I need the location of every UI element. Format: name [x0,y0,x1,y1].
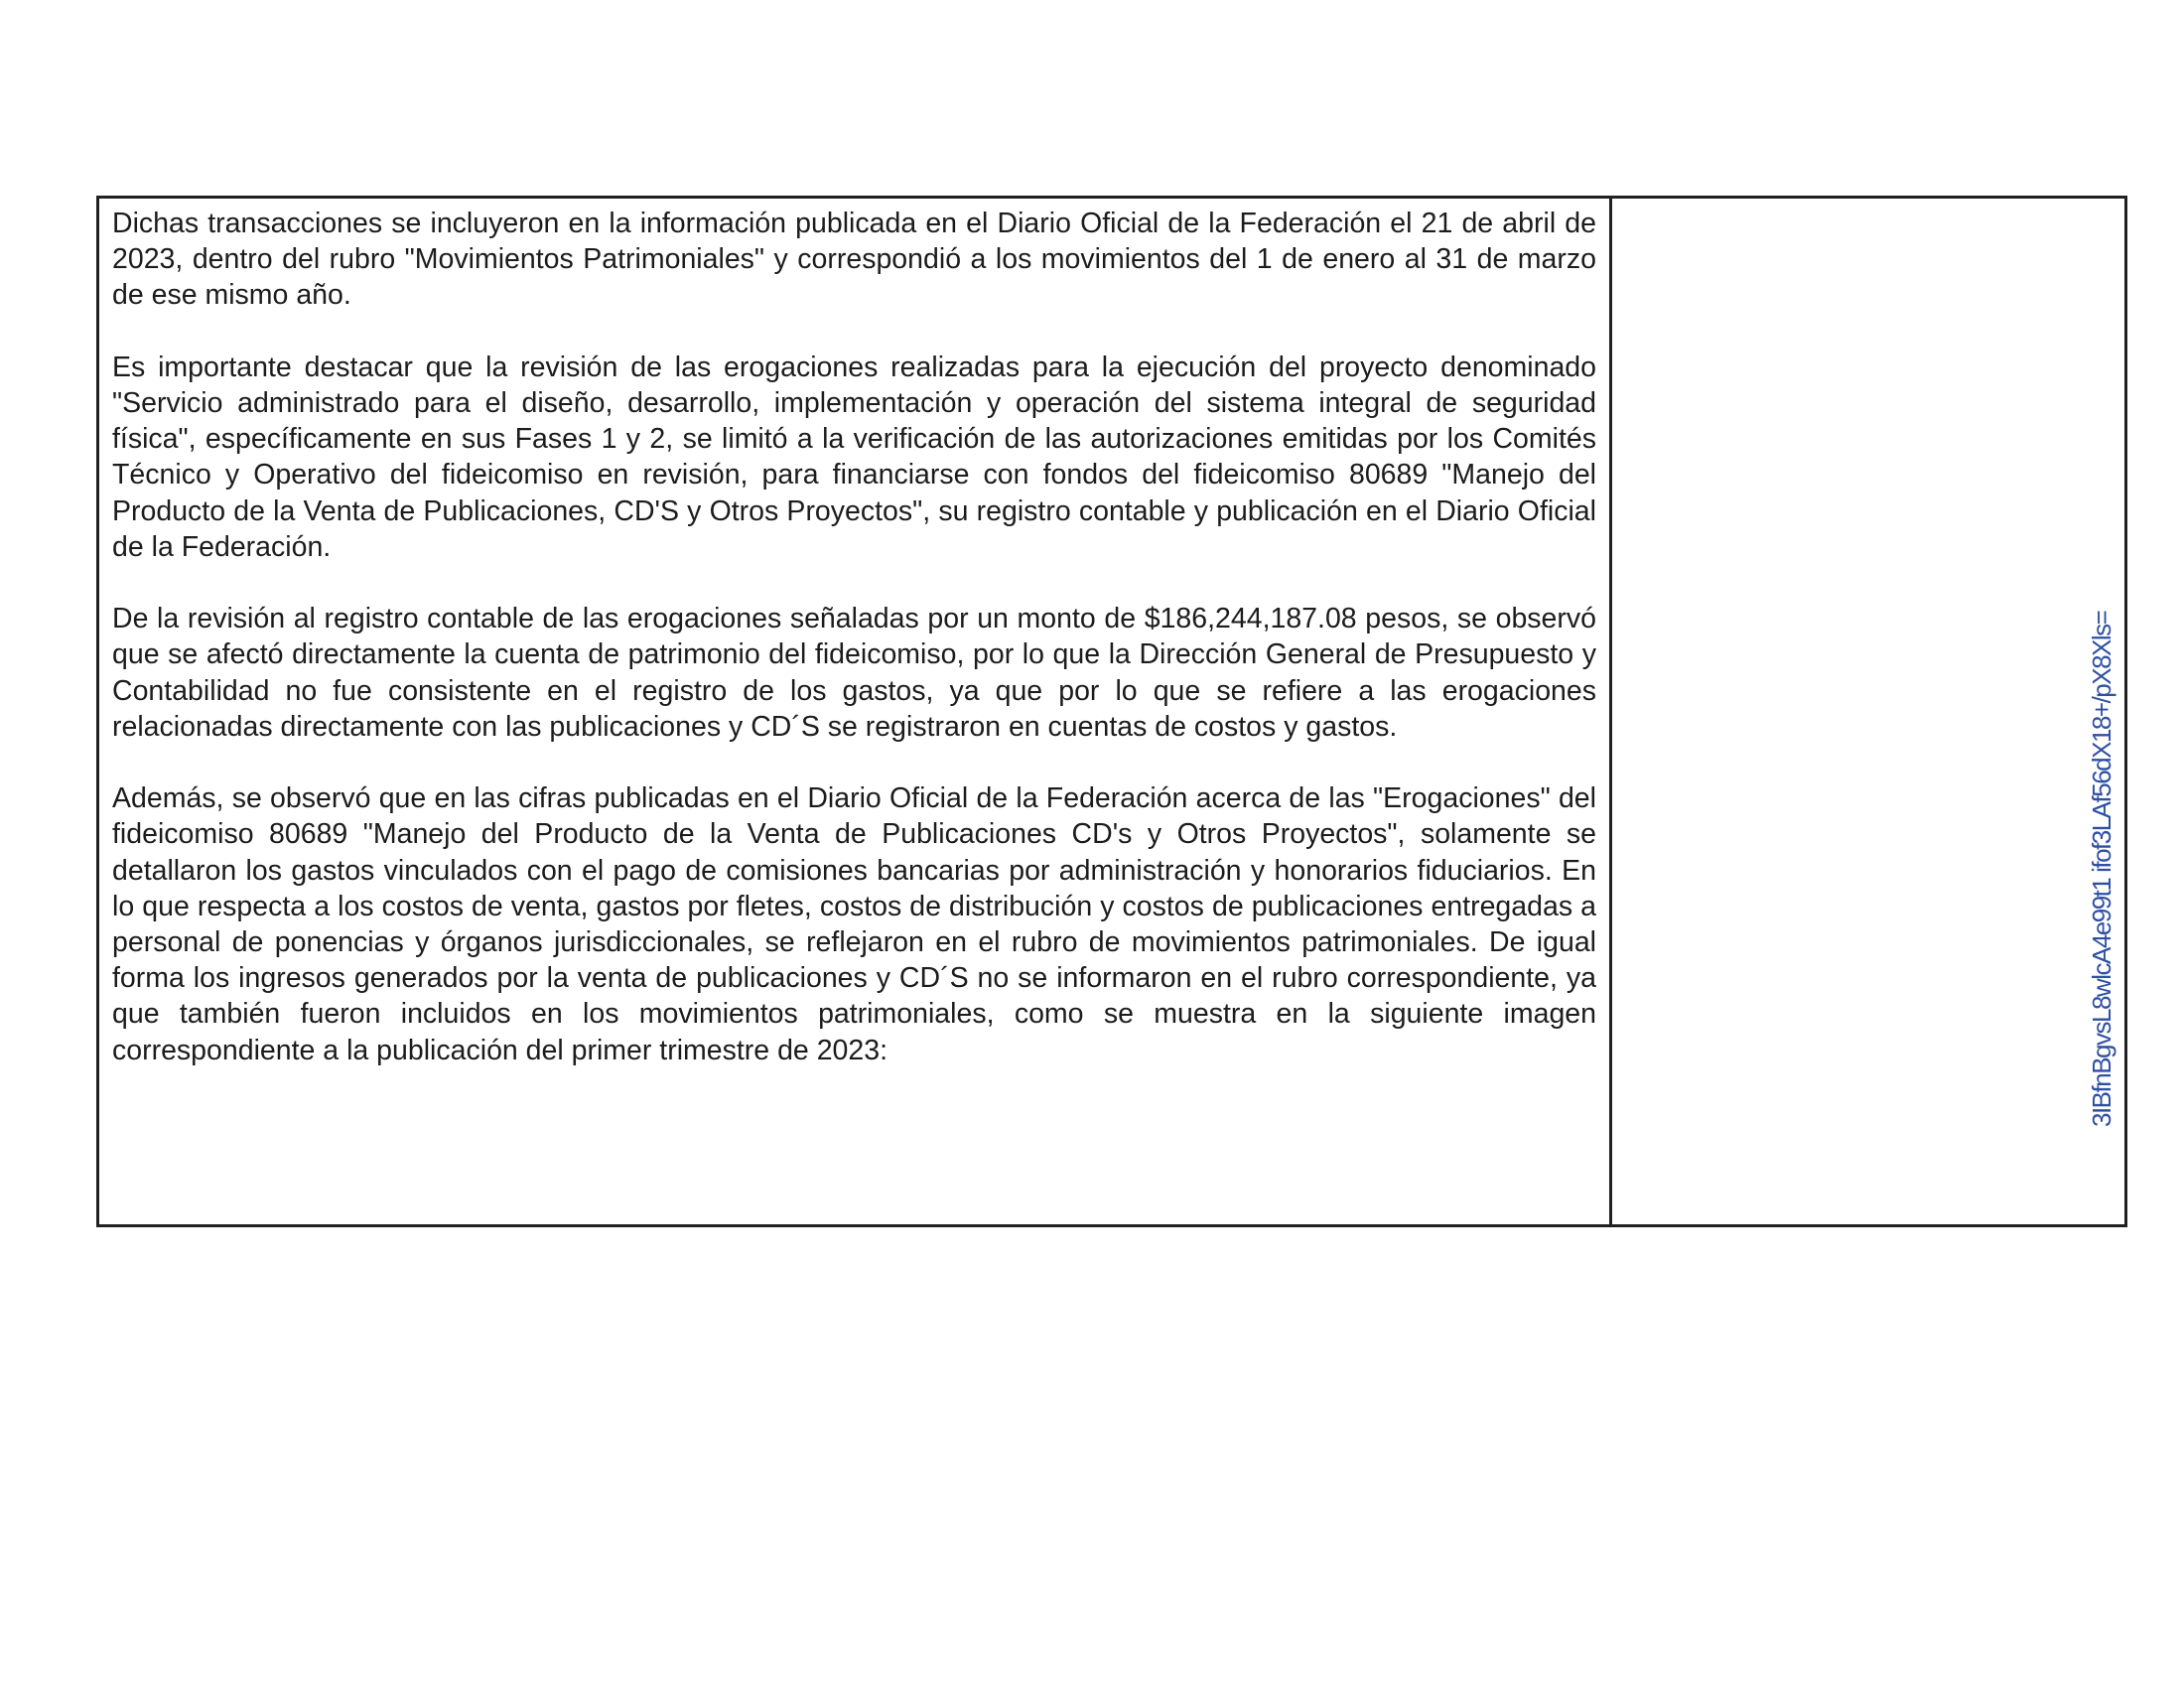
paragraph-cifras-publicadas: Además, se observó que en las cifras publicadas en el Diario Oficial de la Federación acerca de las "Erogaciones" del fideicomiso 80689 "Manejo del Producto de la Venta de Publicaciones CD's y Otros Proyectos", solamente se detallaron los gastos vinculados con el pago de comisiones bancarias por administración y honorarios fiduciarios. En lo que respecta a los costos de venta, gastos por fletes, costos de distribución y costos de publicaciones entregadas a personal de ponencias y órganos jurisdiccionales, se reflejaron en el rubro de movimientos patrimoniales. De igual forma los ingresos generados por la venta de publicaciones y CD´S no se informaron en el rubro correspondiente, ya que también fueron incluidos en los movimientos patrimoniales, como se muestra en la siguiente imagen correspondiente a la publicación del primer trimestre de 2023: [112,782,1596,1066]
digital-seal-vertical-text: 3IBfnBgvsL8wlcA4e99t1 ifof3LAf56dX18+/pX8Xls= [2087,611,2116,1127]
annotation-cell [1612,199,2124,1224]
paragraph-registro-contable: De la revisión al registro contable de las erogaciones señaladas por un monto de $186,244,187.08 pesos, se observó que se afectó directamente la cuenta de patrimonio del fideicomiso, por lo que la Dirección General de Presupuesto y Contabilidad no fue consistente en el registro de los gastos, ya que por lo que se refiere a las erogaciones relacionadas directamente con las publicaciones y CD´S se registraron en cuentas de costos y gastos. [112,603,1596,743]
paragraph-revision-erogaciones: Es importante destacar que la revisión de las erogaciones realizadas para la ejecución del proyecto denominado "Servicio administrado para el diseño, desarrollo, implementación y operación del sistema integral de seguridad física", específicamente en sus Fases 1 y 2, se limitó a la verificación de las autorizaciones emitidas por los Comités Técnico y Operativo del fideicomiso en revisión, para financiarse con fondos del fideicomiso 80689 "Manejo del Producto de la Venta de Publicaciones, CD'S y Otros Proyectos", su registro contable y publicación en el Diario Oficial de la Federación. [112,351,1596,563]
paragraph-transacciones-dof: Dichas transacciones se incluyeron en la información publicada en el Diario Oficial de la Federación el 21 de abril de 2023, dentro del rubro "Movimientos Patrimoniales" y correspondió a los movimientos del 1 de enero al 31 de marzo de ese mismo año. [112,208,1596,312]
finding-table [96,196,2127,1227]
finding-text-cell [99,199,1612,1224]
